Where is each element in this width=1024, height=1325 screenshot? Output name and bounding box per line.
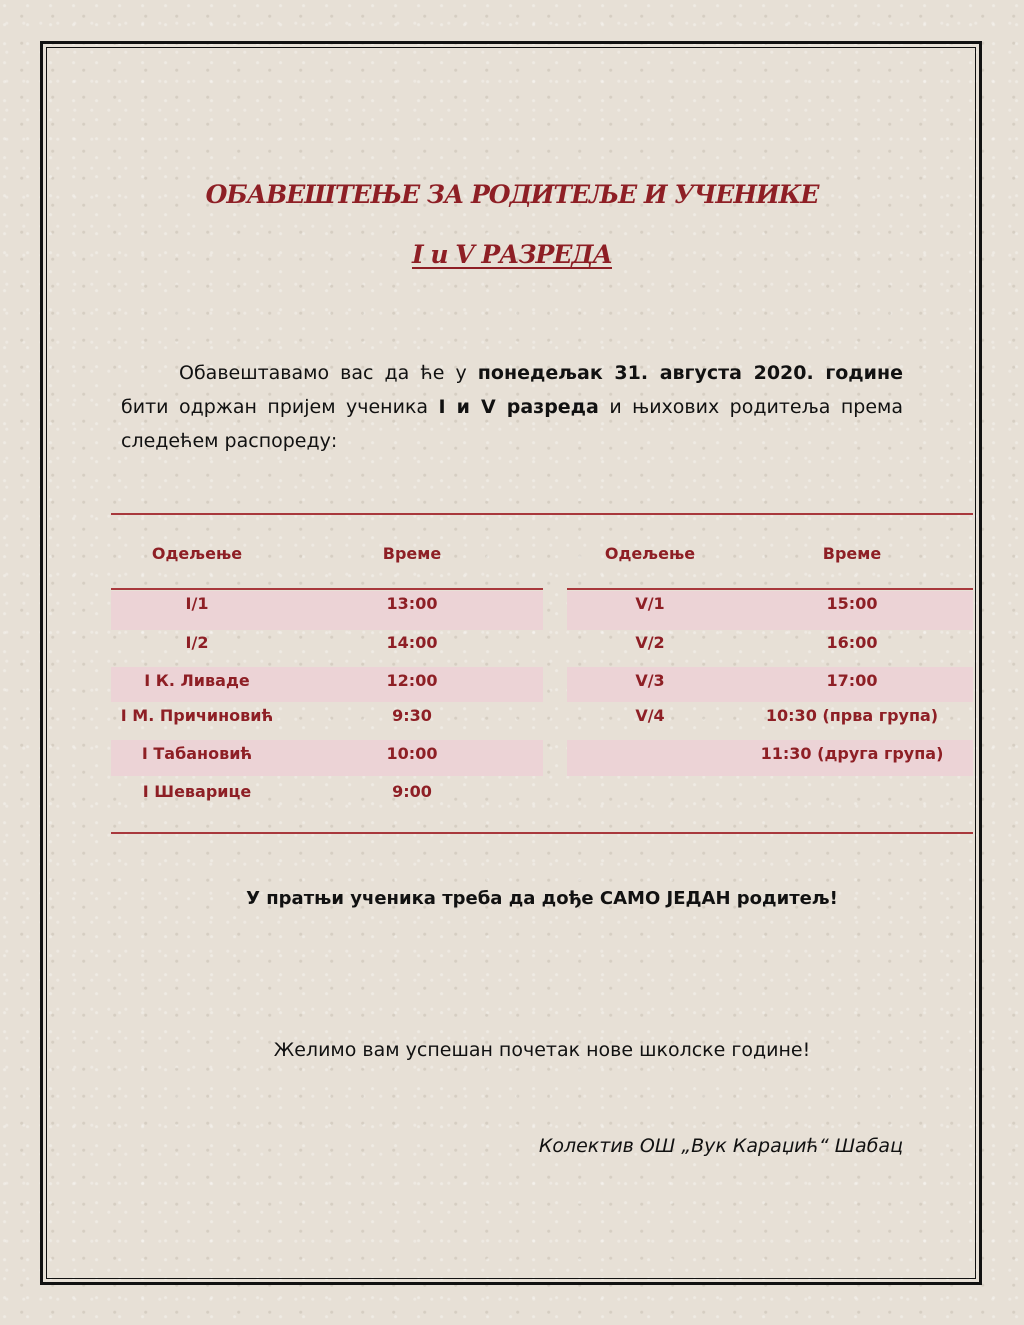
right-row-class: V/3 [635,671,665,690]
right-row-time: 11:30 (друга група) [760,744,944,763]
left-row-class: I/1 [185,594,209,613]
right-row-class: V/1 [635,594,665,613]
wish-text: Желимо вам успешан почетак нове школске године! [273,1039,811,1061]
page-border-inner [46,47,976,1279]
right-header-class: Одељење [604,544,696,563]
left-row-class: I Табановић [141,744,253,763]
intro-text-3: и њихових родитеља према следећем распореду: [121,396,904,452]
right-row-time: 10:30 (прва група) [765,706,939,725]
left-row-time: 9:00 [392,782,432,801]
signature: Колектив ОШ „Вук Караџић“ Шабац [538,1135,903,1157]
left-header-class: Одељење [151,544,243,563]
left-row-time: 14:00 [386,633,438,652]
right-row-class: V/4 [635,706,665,725]
subtitle-text: I и V РАЗРЕДА [411,240,612,269]
left-header-time: Време [382,544,442,563]
right-header-rule [567,588,973,590]
page-subtitle [0,240,1024,269]
left-row-time: 9:30 [392,706,432,725]
right-row-time: 16:00 [826,633,878,652]
intro-grades: I и V разреда [438,396,599,418]
right-row-time: 17:00 [826,671,878,690]
table-bottom-rule [111,832,973,834]
left-row-class: I/2 [185,633,209,652]
left-row-class: I Шеварице [142,782,252,801]
intro-paragraph [121,356,903,458]
intro-text-2: бити одржан пријем ученика [121,396,439,418]
left-row-time: 12:00 [386,671,438,690]
intro-date: понедељак 31. августа 2020. године [477,362,903,384]
left-row-class: I К. Ливаде [144,671,250,690]
left-row-time: 10:00 [386,744,438,763]
page-title: ОБАВЕШТЕЊЕ ЗА РОДИТЕЉЕ И УЧЕНИКЕ [205,180,819,209]
left-row-time: 13:00 [386,594,438,613]
intro-text-1: Обавештавамо вас да ће у [179,362,478,384]
right-header-time: Време [822,544,882,563]
notice-text: У пратњи ученика треба да дође САМО ЈЕДАН родитељ! [246,888,838,909]
table-top-rule [111,513,973,515]
right-row-time: 15:00 [826,594,878,613]
right-row-class: V/2 [635,633,665,652]
left-header-rule [111,588,543,590]
left-row-class: I М. Причиновић [120,706,274,725]
